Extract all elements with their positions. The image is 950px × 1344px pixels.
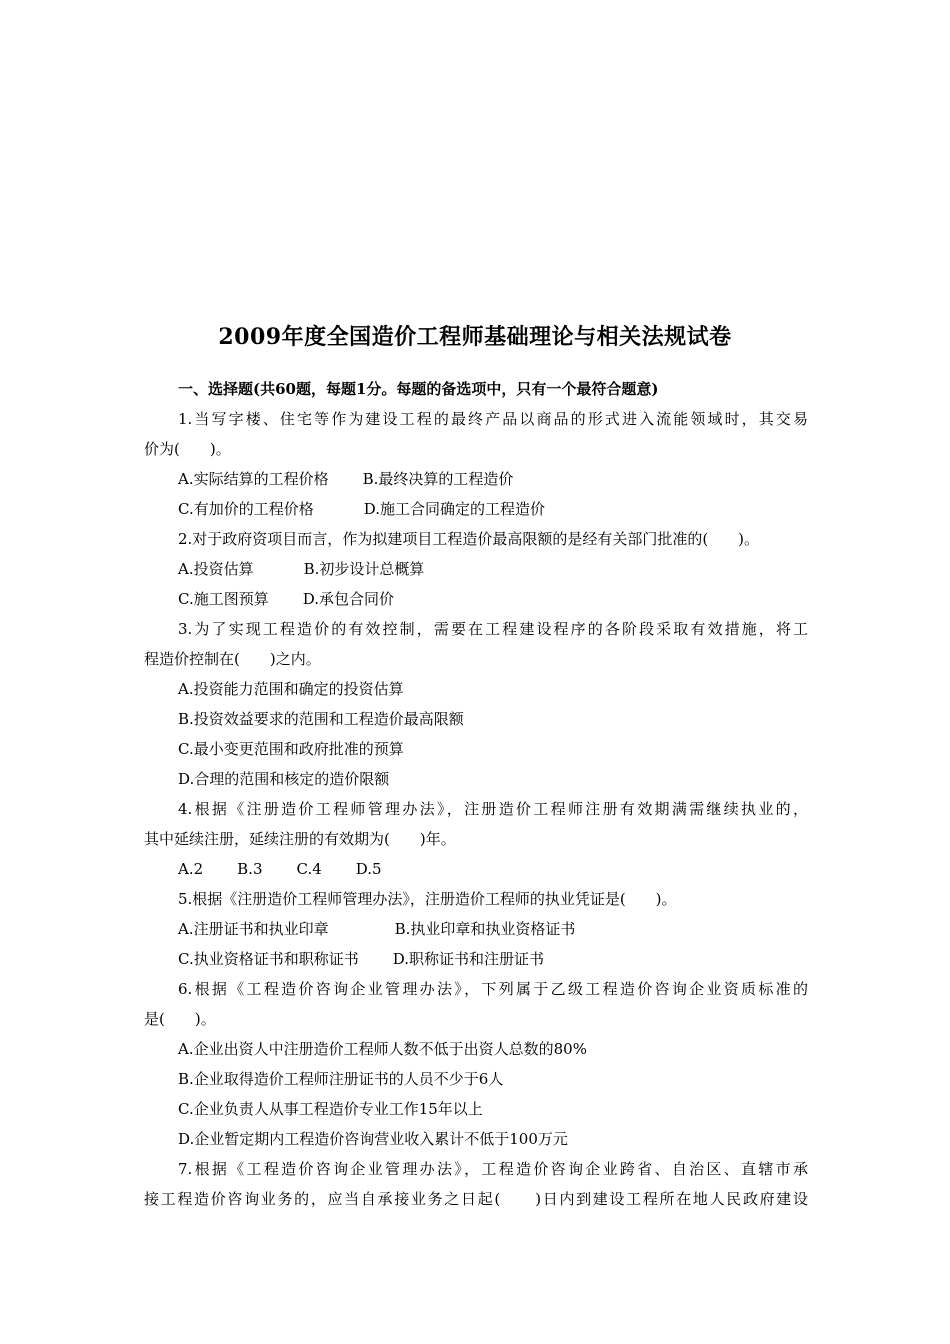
exam-content [144,374,808,1214]
question-1-stem-line-1: 1.当写字楼、住宅等作为建设工程的最终产品以商品的形式进入流能领域时，其交易 [178,410,808,428]
question-2-options-row-2 [144,584,808,614]
question-3-option-d: D.合理的范围和核定的造价限额 [178,770,390,788]
question-1-option-b: B.最终决算的工程造价 [362,470,514,488]
question-2-option-c: C.施工图预算 [178,590,269,608]
question-6-option-c: C.企业负责人从事工程造价专业工作15年以上 [178,1100,483,1118]
question-6-option-a: A.企业出资人中注册造价工程师人数不低于出资人总数的80% [178,1040,587,1058]
question-2-option-a: A.投资估算 [178,560,254,578]
question-7-stem-line-2: 接工程造价咨询业务的，应当自承接业务之日起( )日内到建设工程所在地人民政府建设 [144,1190,808,1208]
question-5-options-row-1 [144,914,808,944]
question-6-stem-line-2: 是( )。 [144,1010,216,1028]
question-4-option-b: B.3 [237,860,263,878]
question-1-option-c: C.有加价的工程价格 [178,500,314,518]
question-7-stem-line-1: 7.根据《工程造价咨询企业管理办法》，工程造价咨询企业跨省、自治区、直辖市承 [178,1160,808,1178]
page-title: 2009年度全国造价工程师基础理论与相关法规试卷 [218,324,732,350]
question-5-option-b: B.执业印章和执业资格证书 [394,920,576,938]
question-2-option-b: B.初步设计总概算 [303,560,425,578]
question-6-option-b: B.企业取得造价工程师注册证书的人员不少于6人 [178,1070,504,1088]
question-5-stem-line-1: 5.根据《注册造价工程师管理办法》，注册造价工程师的执业凭证是( )。 [178,890,677,908]
section-heading: 一、选择题(共60题，每题1分。每题的备选项中，只有一个最符合题意) [178,380,659,398]
question-1-option-a: A.实际结算的工程价格 [178,470,329,488]
question-4-option-c: C.4 [296,860,322,878]
question-3-option-a: A.投资能力范围和确定的投资估算 [178,680,404,698]
question-5-option-d: D.职称证书和注册证书 [392,950,544,968]
question-2-options-row-1 [144,554,808,584]
question-3-option-b: B.投资效益要求的范围和工程造价最高限额 [178,710,464,728]
question-2-stem-line-1: 2.对于政府资项目而言，作为拟建项目工程造价最高限额的是经有关部门批准的( )。 [178,530,760,548]
question-5-option-c: C.执业资格证书和职称证书 [178,950,359,968]
question-5-option-a: A.注册证书和执业印章 [178,920,329,938]
question-1-stem-line-2: 价为( )。 [144,440,231,458]
question-1-options-row-2 [144,494,808,524]
question-1-option-d: D.施工合同确定的工程造价 [363,500,545,518]
question-2-option-d: D.承包合同价 [302,590,394,608]
question-4-option-a: A.2 [178,860,204,878]
question-6-option-d: D.企业暂定期内工程造价咨询营业收入累计不低于100万元 [178,1130,568,1148]
question-4-options-row [144,854,808,884]
question-3-stem-line-2: 程造价控制在( )之内。 [144,650,321,668]
question-3-stem-line-1: 3.为了实现工程造价的有效控制，需要在工程建设程序的各阶段采取有效措施，将工 [178,620,808,638]
question-4-option-d: D.5 [355,860,382,878]
question-5-options-row-2 [144,944,808,974]
question-1-options-row-1 [144,464,808,494]
question-4-stem-line-2: 其中延续注册，延续注册的有效期为( )年。 [144,830,456,848]
question-4-stem-line-1: 4.根据《注册造价工程师管理办法》，注册造价工程师注册有效期满需继续执业的， [178,800,808,818]
question-3-option-c: C.最小变更范围和政府批准的预算 [178,740,404,758]
question-6-stem-line-1: 6.根据《工程造价咨询企业管理办法》，下列属于乙级工程造价咨询企业资质标准的 [178,980,808,998]
